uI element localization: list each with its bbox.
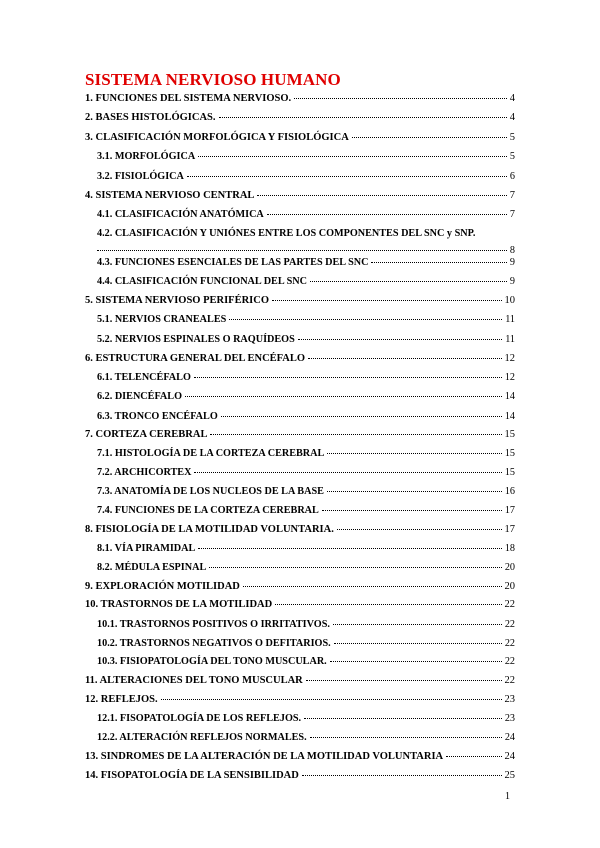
toc-entry-label: 8. FISIOLOGÍA DE LA MOTILIDAD VOLUNTARIA. — [85, 524, 334, 535]
toc-entry-label: 10.2. TRASTORNOS NEGATIVOS O DEFITARIOS. — [97, 638, 331, 649]
toc-entry-label: 7.1. HISTOLOGÍA DE LA CORTEZA CEREBRAL — [97, 448, 325, 459]
toc-entry[interactable] — [85, 769, 515, 782]
toc-entry[interactable] — [97, 712, 515, 725]
toc-entry-label: 12.2. ALTERACIÓN REFLEJOS NORMALES. — [97, 732, 307, 743]
toc-entry[interactable] — [85, 523, 515, 536]
toc-entry-page: 10 — [504, 295, 515, 306]
toc-entry-page: 9 — [509, 276, 515, 287]
toc-entry[interactable] — [97, 637, 515, 650]
dot-leader — [310, 737, 502, 738]
dot-leader — [275, 604, 501, 605]
dot-leader — [221, 416, 502, 417]
toc-entry-page: 16 — [504, 486, 515, 497]
toc-entry-page: 7 — [509, 190, 515, 201]
toc-entry-label: 9. EXPLORACIÓN MOTILIDAD — [85, 581, 240, 592]
toc-entry-label: 12. REFLEJOS. — [85, 694, 158, 705]
dot-leader — [302, 775, 502, 776]
toc-entry[interactable] — [85, 352, 515, 365]
toc-entry-label: 5.1. NERVIOS CRANEALES — [97, 314, 227, 325]
toc-entry-page: 14 — [504, 411, 515, 422]
toc-entry[interactable] — [97, 333, 515, 346]
toc-entry-label: 6.2. DIENCÉFALO — [97, 391, 182, 402]
toc-entry-page: 24 — [504, 732, 515, 743]
toc-entry-page: 9 — [509, 257, 515, 268]
toc-entry-label: 5.2. NERVIOS ESPINALES O RAQUÍDEOS — [97, 334, 295, 345]
dot-leader — [257, 195, 506, 196]
dot-leader — [330, 661, 502, 662]
dot-leader — [219, 117, 507, 118]
toc-entry-label: 6. ESTRUCTURA GENERAL DEL ENCÉFALO — [85, 353, 306, 364]
toc-entry[interactable] — [85, 693, 515, 706]
toc-entry-page: 12 — [504, 353, 515, 364]
dot-leader — [333, 624, 502, 625]
toc-entry[interactable] — [85, 92, 515, 105]
toc-entry[interactable] — [97, 275, 515, 288]
toc-entry[interactable] — [97, 561, 515, 574]
dot-leader — [198, 156, 507, 157]
dot-leader — [308, 358, 501, 359]
toc-entry[interactable] — [97, 227, 515, 257]
dot-leader — [209, 567, 502, 568]
toc-entry[interactable] — [97, 390, 515, 403]
toc-entry[interactable] — [97, 485, 515, 498]
dot-leader — [337, 529, 502, 530]
toc-entry-page: 6 — [509, 171, 515, 182]
toc-entry-label: 4.4. CLASIFICACIÓN FUNCIONAL DEL SNC — [97, 276, 308, 287]
toc-entry-page: 22 — [504, 619, 515, 630]
toc-entry-label: 13. SINDROMES DE LA ALTERACIÓN DE LA MOTILIDAD VOLUNTARIA — [85, 751, 444, 762]
toc-entry-page: 22 — [504, 599, 515, 610]
dot-leader — [187, 176, 507, 177]
toc-entry-page: 4 — [509, 93, 515, 104]
toc-entry-label: 4.2. CLASIFICACIÓN Y UNIÓNES ENTRE LOS COMPONENTES DEL SNC y SNP. — [97, 228, 476, 239]
toc-entry-page: 17 — [504, 524, 515, 535]
dot-leader — [185, 396, 502, 397]
toc-entry-label: 8.2. MÉDULA ESPINAL — [97, 562, 207, 573]
toc-entry-label: 2. BASES HISTOLÓGICAS. — [85, 112, 216, 123]
toc-entry-page: 22 — [504, 675, 515, 686]
toc-entry-page: 8 — [509, 245, 515, 256]
toc-entry[interactable] — [97, 410, 515, 423]
dot-leader — [306, 680, 502, 681]
toc-entry[interactable] — [97, 466, 515, 479]
toc-entry[interactable] — [97, 150, 515, 163]
toc-entry-page: 20 — [504, 581, 515, 592]
dot-leader — [371, 262, 506, 263]
toc-entry-page: 24 — [504, 751, 515, 762]
dot-leader — [194, 472, 501, 473]
toc-entry[interactable] — [85, 580, 515, 593]
toc-entry-page: 15 — [504, 467, 515, 478]
toc-entry-page: 7 — [509, 209, 515, 220]
dot-leader — [194, 377, 502, 378]
toc-entry-label: 6.1. TELENCÉFALO — [97, 372, 191, 383]
toc-entry-page: 12 — [504, 372, 515, 383]
toc-entry-page: 11 — [505, 334, 515, 345]
toc-entry-label: 8.1. VÍA PIRAMIDAL — [97, 543, 196, 554]
toc-entry-label: 3.1. MORFOLÓGICA — [97, 151, 196, 162]
toc-entry[interactable] — [97, 313, 515, 326]
toc-entry-label: 3.2. FISIOLÓGICA — [97, 171, 184, 182]
toc-entry[interactable] — [97, 618, 515, 631]
dot-leader — [198, 548, 502, 549]
toc-entry-label: 10.3. FISIOPATOLOGÍA DEL TONO MUSCULAR. — [97, 656, 327, 667]
toc-entry-label: 4. SISTEMA NERVIOSO CENTRAL — [85, 190, 255, 201]
dot-leader — [327, 491, 502, 492]
toc-entry-label: 3. CLASIFICACIÓN MORFOLÓGICA Y FISIOLÓGICA — [85, 132, 349, 143]
dot-leader — [446, 756, 501, 757]
toc-entry[interactable] — [85, 750, 515, 763]
dot-leader — [272, 300, 501, 301]
dot-leader — [229, 319, 502, 320]
toc-entry[interactable] — [85, 294, 515, 307]
toc-entry-page: 25 — [504, 770, 515, 781]
toc-entry-label: 4.3. FUNCIONES ESENCIALES DE LAS PARTES DEL SNC — [97, 257, 369, 268]
toc-entry[interactable] — [97, 542, 515, 555]
toc-entry[interactable] — [85, 674, 515, 687]
toc-entry-page: 4 — [509, 112, 515, 123]
toc-entry[interactable] — [85, 428, 515, 441]
dot-leader — [210, 434, 501, 435]
toc-entry[interactable] — [97, 504, 515, 517]
dot-leader — [298, 339, 502, 340]
toc-entry[interactable] — [85, 189, 515, 202]
dot-leader — [97, 250, 507, 251]
toc-entry-page: 23 — [504, 694, 515, 705]
toc-entry-page: 22 — [504, 656, 515, 667]
toc-entry-label: 11. ALTERACIONES DEL TONO MUSCULAR — [85, 675, 303, 686]
toc-entry[interactable] — [97, 731, 515, 744]
toc-entry-label: 6.3. TRONCO ENCÉFALO — [97, 411, 218, 422]
dot-leader — [161, 699, 502, 700]
toc-entry-page: 18 — [504, 543, 515, 554]
dot-leader — [352, 137, 507, 138]
dot-leader — [294, 98, 507, 99]
toc-entry-label: 10. TRASTORNOS DE LA MOTILIDAD — [85, 599, 273, 610]
toc-entry-label: 10.1. TRASTORNOS POSITIVOS O IRRITATIVOS. — [97, 619, 330, 630]
toc-entry[interactable] — [97, 170, 515, 183]
toc-entry[interactable] — [97, 371, 515, 384]
toc-entry[interactable] — [97, 208, 515, 221]
document-title: SISTEMA NERVIOSO HUMANO — [85, 70, 341, 89]
dot-leader — [327, 453, 501, 454]
dot-leader — [243, 586, 502, 587]
toc-entry-page: 11 — [505, 314, 515, 325]
dot-leader — [310, 281, 507, 282]
toc-entry[interactable] — [97, 447, 515, 460]
toc-entry-page: 14 — [504, 391, 515, 402]
toc-entry-label: 14. FISOPATOLOGÍA DE LA SENSIBILIDAD — [85, 770, 299, 781]
toc-entry-label: 7.2. ARCHICORTEX — [97, 467, 192, 478]
toc-entry-label: 5. SISTEMA NERVIOSO PERIFÉRICO — [85, 295, 270, 306]
toc-entry-page: 23 — [504, 713, 515, 724]
toc-entry-label: 1. FUNCIONES DEL SISTEMA NERVIOSO. — [85, 93, 292, 104]
page-number: 1 — [505, 791, 510, 802]
toc-entry-page: 15 — [504, 429, 515, 440]
dot-leader — [304, 718, 502, 719]
toc-entry[interactable] — [85, 111, 515, 124]
toc-entry-label: 4.1. CLASIFICACIÓN ANATÓMICA — [97, 209, 264, 220]
toc-entry[interactable] — [85, 598, 515, 611]
dot-leader — [267, 214, 507, 215]
toc-entry-page: 17 — [504, 505, 515, 516]
toc-entry-page: 5 — [509, 151, 515, 162]
dot-leader — [334, 643, 502, 644]
toc-entry-label: 7. CORTEZA CEREBRAL — [85, 429, 208, 440]
toc-entry[interactable] — [85, 131, 515, 144]
toc-entry-page: 15 — [504, 448, 515, 459]
toc-entry-page: 22 — [504, 638, 515, 649]
toc-entry-page: 20 — [504, 562, 515, 573]
dot-leader — [322, 510, 502, 511]
toc-entry-label: 7.3. ANATOMÍA DE LOS NUCLEOS DE LA BASE — [97, 486, 324, 497]
toc-entry[interactable] — [97, 655, 515, 668]
toc-entry-label: 12.1. FISOPATOLOGÍA DE LOS REFLEJOS. — [97, 713, 302, 724]
toc-entry-page: 5 — [509, 132, 515, 143]
toc-entry[interactable] — [97, 256, 515, 269]
toc-entry-label: 7.4. FUNCIONES DE LA CORTEZA CEREBRAL — [97, 505, 319, 516]
